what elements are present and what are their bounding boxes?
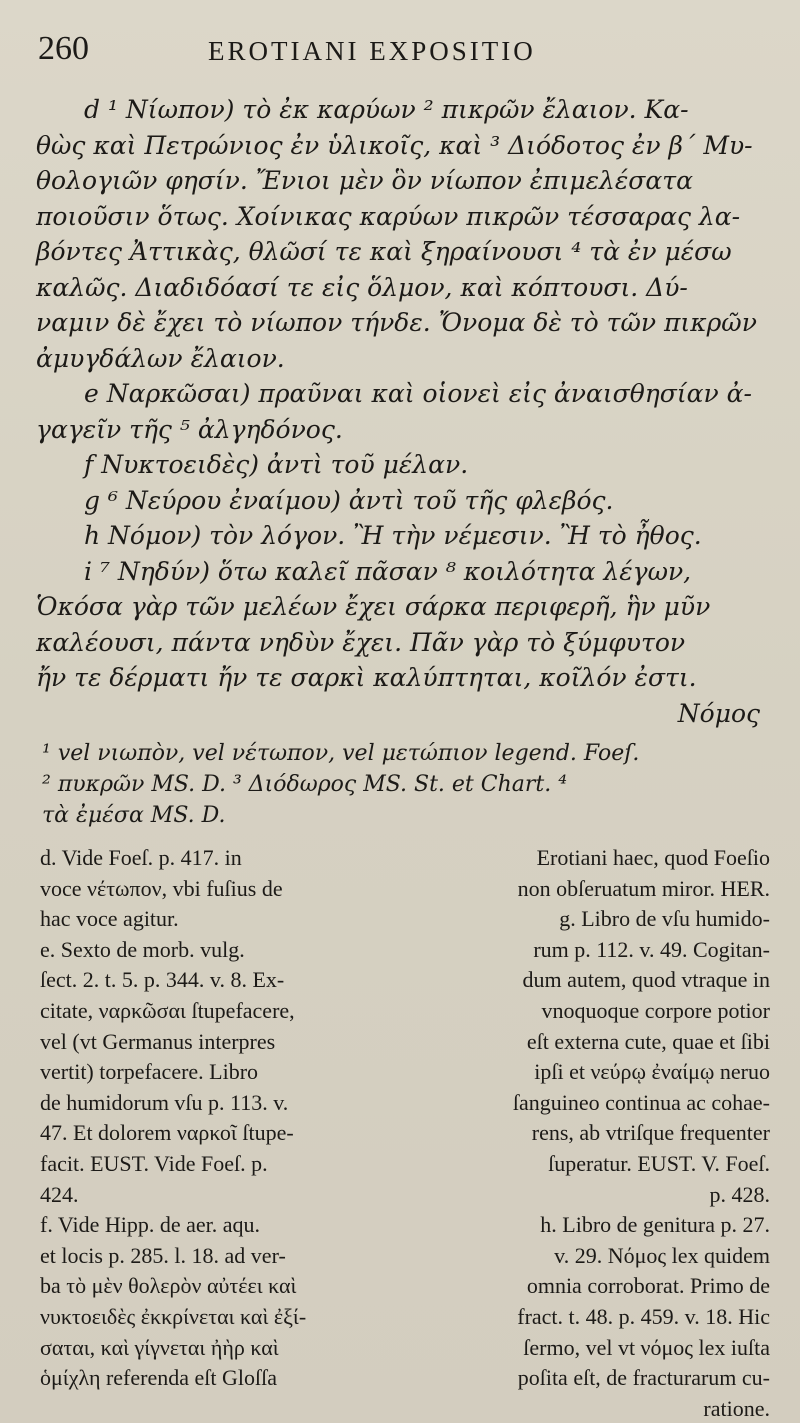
commentary-line: eſt externa cute, quae et ſibi — [526, 1028, 770, 1054]
commentary-line: rum p. 112. v. 49. Cogitan- — [533, 936, 770, 962]
text-line: ναμιν δὲ ἔχει τὸ νίωπον τήνδε. Ὄνομα δὲ τὸ τῶν πικρῶν — [36, 308, 757, 337]
text-line: h Νόμον) τὸν λόγον. Ἢ τὴν νέμεσιν. Ἢ τὸ ἦθος. — [84, 521, 702, 550]
commentary-line: ſermo, vel vt νόμος lex iuſta — [523, 1334, 770, 1360]
commentary-line: σαται, καὶ γίγνεται ἠὴρ καὶ — [40, 1334, 279, 1360]
commentary-right-column — [400, 843, 774, 1423]
page-header — [38, 28, 778, 72]
commentary-line: omnia corroborat. Primo de — [526, 1273, 770, 1299]
footnotes — [42, 738, 772, 831]
commentary-line: 424. — [40, 1181, 79, 1207]
commentary-line: dum autem, quod vtraque in — [522, 967, 770, 993]
commentary-line: 47. Et dolorem ναρκοῖ ſtupe- — [40, 1120, 294, 1146]
commentary-line: et locis p. 285. l. 18. ad ver- — [40, 1242, 286, 1268]
commentary-line: e. Sexto de morb. vulg. — [40, 936, 245, 962]
commentary-line: d. Vide Foeſ. p. 417. in — [40, 845, 242, 870]
footnote-line: ² πυκρῶν MS. D. ³ Διόδωρος MS. St. et Chart. ⁴ — [42, 772, 568, 797]
commentary-line: ſect. 2. t. 5. p. 344. v. 8. Ex- — [40, 967, 285, 993]
commentary-line: v. 29. Νόμος lex quidem — [554, 1242, 770, 1268]
commentary-line: h. Libro de genitura p. 27. — [540, 1212, 770, 1238]
text-line: f Νυκτοειδὲς) ἀντὶ τοῦ μέλαν. — [84, 450, 469, 479]
text-line: i ⁷ Νηδύν) ὅτω καλεῖ πᾶσαν ⁸ κοιλότητα λέγων, — [84, 556, 692, 586]
text-line: θολογιῶν φησίν. Ἔνιοι μὲν ὃν νίωπον ἐπιμελέσατα — [36, 166, 693, 195]
commentary-line: de humidorum vſu p. 113. v. — [40, 1089, 289, 1115]
commentary-line: ſuperatur. EUST. V. Foeſ. — [548, 1150, 770, 1176]
footnote-line: ¹ vel νιωπὸν, vel νέτωπον, vel μετώπιον legend. Foeſ. — [42, 741, 640, 766]
commentary-line: non obſeruatum miror. HER. — [517, 875, 770, 901]
commentary-line: νυκτοειδὲς ἐκκρίνεται καὶ ἐξί- — [40, 1303, 307, 1329]
commentary-line: hac voce agitur. — [40, 906, 179, 932]
text-line: ποιοῦσιν ὅτως. Χοίνικας καρύων πικρῶν τέσσαρας λα- — [36, 201, 741, 231]
running-title: EROTIANI EXPOSITIO — [208, 36, 536, 66]
commentary-line: vnoquoque corpore potior — [541, 997, 770, 1023]
commentary-left-column — [40, 843, 386, 1394]
text-line: ἀμυγδάλων ἔλαιον. — [36, 343, 285, 373]
commentary-line: fract. t. 48. p. 459. v. 18. Hic — [517, 1303, 770, 1329]
commentary-line: ratione. — [703, 1395, 770, 1421]
footnote-line: τὰ ἐμέσα MS. D. — [42, 803, 226, 828]
commentary-line: p. 428. — [709, 1181, 770, 1207]
text-line: g ⁶ Νεύρου ἐναίμου) ἀντὶ τοῦ τῆς φλεβός. — [84, 485, 614, 515]
page-number: 260 — [38, 30, 89, 67]
greek-main-text — [36, 92, 764, 731]
commentary-line: citate, ναρκῶσαι ſtupefacere, — [40, 997, 295, 1023]
commentary-line: ipſi et νεύρῳ ἐναίμῳ neruo — [534, 1059, 770, 1085]
commentary-line: ὁμίχλη referenda eſt Gloſſa — [40, 1365, 277, 1391]
commentary-line: vertit) torpefacere. Libro — [40, 1059, 259, 1085]
commentary-line: vel (vt Germanus interpres — [40, 1028, 276, 1054]
commentary-line: poſita eſt, de fracturarum cu- — [517, 1365, 770, 1391]
commentary-line: f. Vide Hipp. de aer. aqu. — [40, 1212, 261, 1238]
catchword: Νόμος — [677, 698, 760, 728]
text-line: καλῶς. Διαδιδόασί τε εἰς ὅλμον, καὶ κόπτουσι. Δύ- — [36, 272, 688, 302]
text-line: γαγεῖν τῆς ⁵ ἀλγηδόνος. — [36, 414, 343, 444]
text-line: d ¹ Νίωπον) τὸ ἐκ καρύων ² πικρῶν ἔλαιον. Κα- — [84, 95, 689, 124]
text-line: Ὁκόσα γὰρ τῶν μελέων ἔχει σάρκα περιφερῆ, ἣν μῦν — [36, 592, 711, 621]
commentary-line: ſanguineo continua ac cohae- — [512, 1089, 770, 1115]
commentary-line: voce νέτωπον, vbi fuſius de — [40, 875, 283, 901]
commentary-line: facit. EUST. Vide Foeſ. p. — [40, 1150, 268, 1176]
commentary-line: Erotiani haec, quod Foeſio — [536, 845, 770, 870]
text-line: e Ναρκῶσαι) πραῦναι καὶ οἱονεὶ εἰς ἀναισθησίαν ἀ- — [84, 379, 753, 408]
text-line: καλέουσι, πάντα νηδὺν ἔχει. Πᾶν γὰρ τὸ ξύμφυτον — [36, 627, 686, 657]
text-line: θὼς καὶ Πετρώνιος ἐν ὑλικοῖς, καὶ ³ Διόδοτος ἐν β΄ Μυ- — [36, 130, 753, 160]
commentary-line: ba τὸ μὲν θολερὸν αὐτέει καὶ — [40, 1273, 297, 1299]
text-line: ἤν τε δέρματι ἤν τε σαρκὶ καλύπτηται, κοῖλόν ἐστι. — [36, 663, 697, 692]
text-line: βόντες Ἀττικὰς, θλῶσί τε καὶ ξηραίνουσι ⁴ τὰ ἐν μέσω — [36, 237, 732, 266]
commentary-line: rens, ab vtriſque frequenter — [531, 1120, 770, 1146]
commentary-line: g. Libro de vſu humido- — [559, 906, 770, 932]
